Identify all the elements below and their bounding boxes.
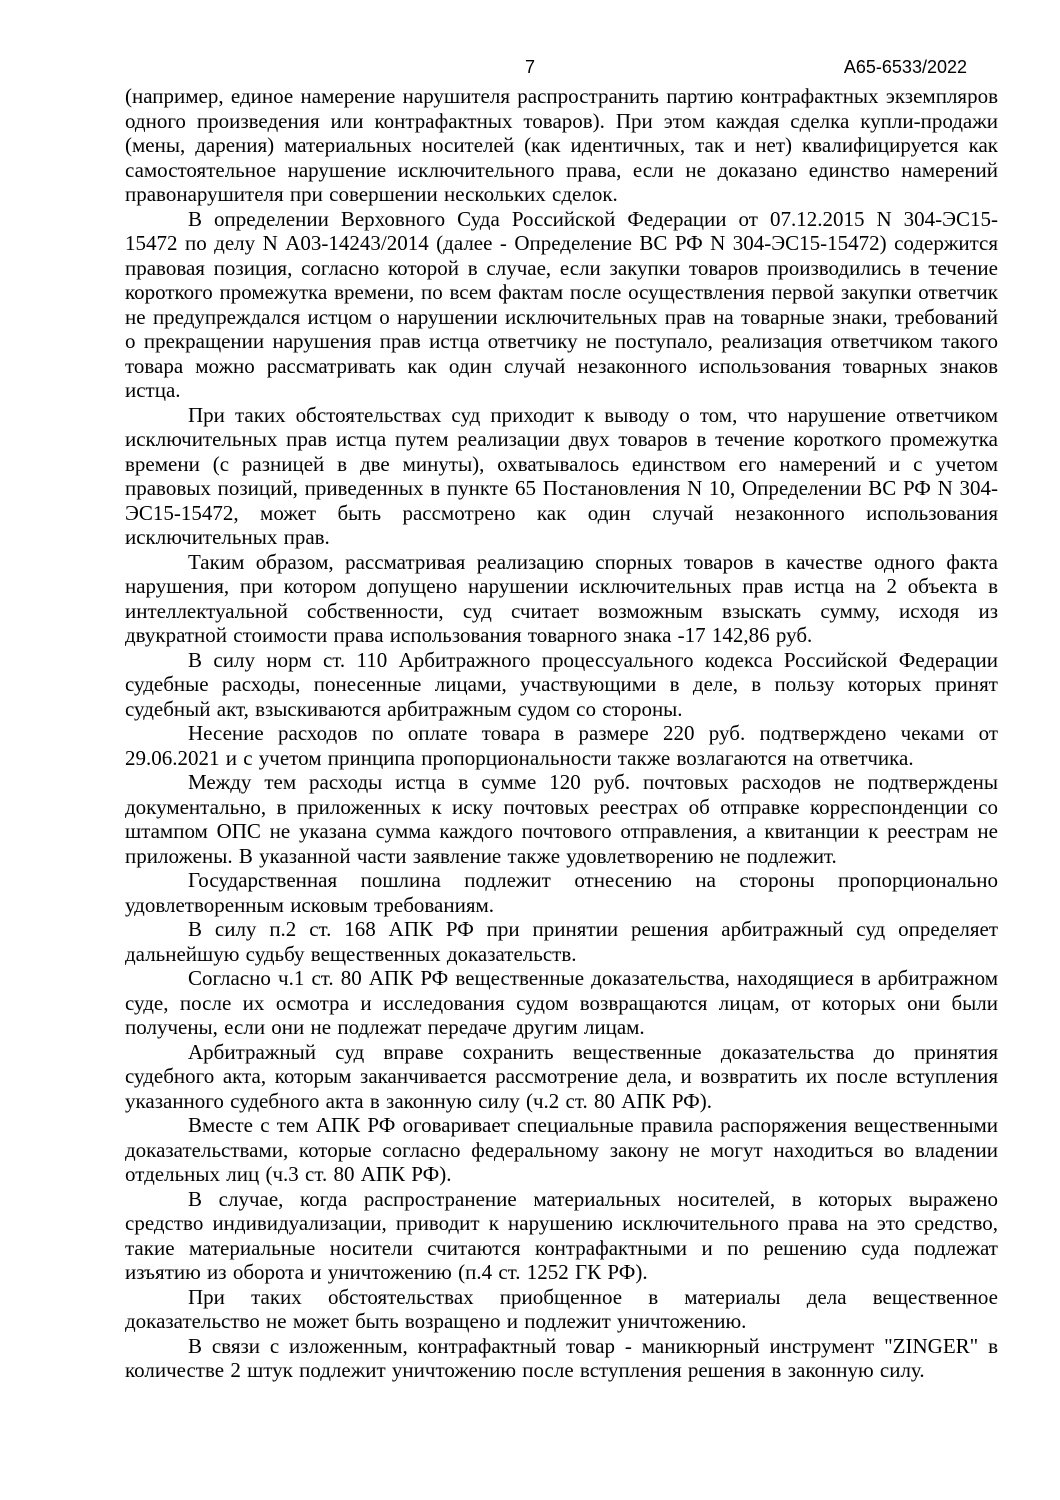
paragraph: (например, единое намерение нарушителя распространить партию контрафактных экземпляров одного произведения или контрафактных товаров). При этом каждая сделка купли-продажи (мены, дарения) материальных носителей (как идентичных, так и нет) квалифицируется как самостоятельное нарушение исключительного права, если не доказано единство намерений правонарушителя при совершении нескольких сделок. <box>125 84 998 206</box>
paragraph: Вместе с тем АПК РФ оговаривает специальные правила распоряжения вещественными доказательствами, которые согласно федеральному закону не могут находиться во владении отдельных лиц (ч.3 ст. 80 АПК РФ). <box>125 1113 998 1186</box>
paragraph: Государственная пошлина подлежит отнесению на стороны пропорционально удовлетворенным исковым требованиям. <box>125 868 998 917</box>
paragraph: В определении Верховного Суда Российской Федерации от 07.12.2015 N 304-ЭС15-15472 по делу N А03-14243/2014 (далее - Определение ВС РФ N 304-ЭС15-15472) содержится правовая позиция, согласно которой в случае, если закупки товаров производились в течение короткого промежутка времени, по всем фактам после осуществления первой закупки ответчик не предупреждался истцом о нарушении исключительных прав на товарные знаки, требований о прекращении нарушения прав истца ответчику не поступало, реализация ответчиком такого товара можно рассматривать как один случай незаконного использования товарных знаков истца. <box>125 206 998 402</box>
paragraph: При таких обстоятельствах суд приходит к выводу о том, что нарушение ответчиком исключительных прав истца путем реализации двух товаров в течение короткого промежутка времени (с разницей в две минуты), охватывалось единством его намерений и с учетом правовых позиций, приведенных в пункте 65 Постановления N 10, Определении ВС РФ N 304-ЭС15-15472, может быть рассмотрено как один случай незаконного использования исключительных прав. <box>125 402 998 549</box>
paragraph: Между тем расходы истца в сумме 120 руб. почтовых расходов не подтверждены документально, в приложенных к иску почтовых реестрах об отправке корреспонденции со штампом ОПС не указана сумма каждого почтового отправления, а квитанции к реестрам не приложены. В указанной части заявление также удовлетворению не подлежит. <box>125 770 998 868</box>
paragraph: Таким образом, рассматривая реализацию спорных товаров в качестве одного факта нарушения, при котором допущено нарушении исключительных прав истца на 2 объекта в интеллектуальной собственности, суд считает возможным взыскать сумму, исходя из двукратной стоимости права использования товарного знака -17 142,86 руб. <box>125 549 998 647</box>
paragraph: В случае, когда распространение материальных носителей, в которых выражено средство индивидуализации, приводит к нарушению исключительного права на это средство, такие материальные носители считаются контрафактными и по решению суда подлежат изъятию из оборота и уничтожению (п.4 ст. 1252 ГК РФ). <box>125 1186 998 1284</box>
paragraph: Арбитражный суд вправе сохранить вещественные доказательства до принятия судебного акта, которым заканчивается рассмотрение дела, и возвратить их после вступления указанного судебного акта в законную силу (ч.2 ст. 80 АПК РФ). <box>125 1039 998 1113</box>
case-number: А65-6533/2022 <box>843 57 967 77</box>
page-header <box>0 57 1060 79</box>
paragraph: Несение расходов по оплате товара в размере 220 руб. подтверждено чеками от 29.06.2021 и с учетом принципа пропорциональности также возлагаются на ответчика. <box>125 721 998 770</box>
paragraph: В силу п.2 ст. 168 АПК РФ при принятии решения арбитражный суд определяет дальнейшую судьбу вещественных доказательств. <box>125 917 998 966</box>
paragraph: В связи с изложенным, контрафактный товар - маникюрный инструмент "ZINGER" в количестве 2 штук подлежит уничтожению после вступления решения в законную силу. <box>125 1333 998 1382</box>
document-body <box>125 84 998 1383</box>
paragraph: В силу норм ст. 110 Арбитражного процессуального кодекса Российской Федерации судебные расходы, понесенные лицами, участвующими в деле, в пользу которых принят судебный акт, взыскиваются арбитражным судом со стороны. <box>125 647 998 721</box>
paragraph: При таких обстоятельствах приобщенное в материалы дела вещественное доказательство не может быть возращено и подлежит уничтожению. <box>125 1284 998 1333</box>
paragraph: Согласно ч.1 ст. 80 АПК РФ вещественные доказательства, находящиеся в арбитражном суде, после их осмотра и исследования судом возвращаются лицам, от которых они были получены, если они не подлежат передаче другим лицам. <box>125 966 998 1039</box>
page-number: 7 <box>524 57 535 77</box>
